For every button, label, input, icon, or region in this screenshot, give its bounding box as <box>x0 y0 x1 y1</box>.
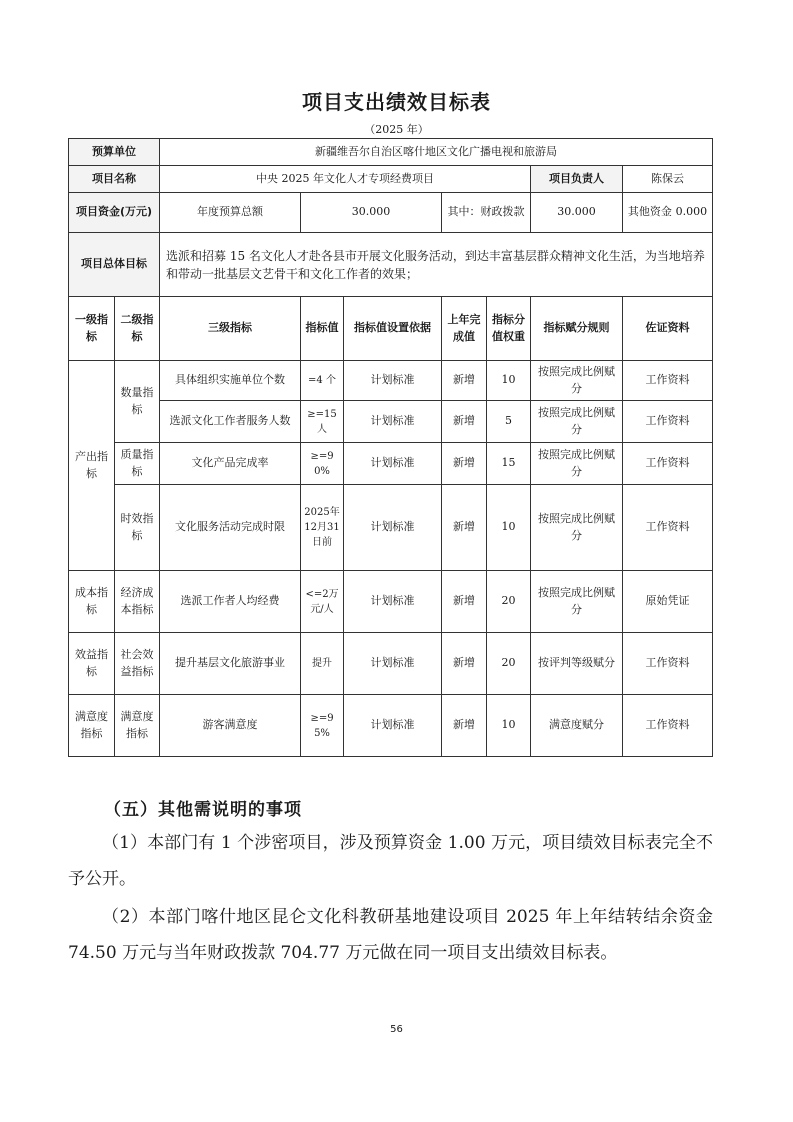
value-cell: ≥=15人 <box>301 401 344 443</box>
level2-quality: 质量指标 <box>115 443 160 485</box>
rule-cell: 按照完成比例赋分 <box>531 485 623 571</box>
table-row <box>69 485 713 571</box>
value-cell: 提升 <box>301 633 344 695</box>
project-name-label: 项目名称 <box>69 166 160 193</box>
weight-cell: 10 <box>487 485 531 571</box>
evidence-cell: 原始凭证 <box>623 571 713 633</box>
level2-satisfaction: 满意度指标 <box>115 695 160 757</box>
level2-quantity: 数量指标 <box>115 361 160 443</box>
weight-cell: 15 <box>487 443 531 485</box>
last-year-cell: 新增 <box>442 571 487 633</box>
col-header-level2: 二级指标 <box>115 297 160 361</box>
weight-cell: 10 <box>487 695 531 757</box>
value-cell: ≥=90% <box>301 443 344 485</box>
rule-cell: 按照完成比例赋分 <box>531 571 623 633</box>
annual-total-label: 年度预算总额 <box>160 193 301 233</box>
evidence-cell: 工作资料 <box>623 401 713 443</box>
indicator-cell: 游客满意度 <box>160 695 301 757</box>
unit-row <box>69 139 713 166</box>
section-heading: （五）其他需说明的事项 <box>104 800 302 820</box>
table-row <box>69 443 713 485</box>
goal-text: 选派和招募 15 名文化人才赴各县市开展文化服务活动，到达丰富基层群众精神文化生活，为当地培养和带动一批基层文艺骨干和文化工作者的效果； <box>160 233 713 297</box>
evidence-cell: 工作资料 <box>623 443 713 485</box>
last-year-cell: 新增 <box>442 633 487 695</box>
basis-cell: 计划标准 <box>344 695 442 757</box>
last-year-cell: 新增 <box>442 443 487 485</box>
last-year-cell: 新增 <box>442 695 487 757</box>
weight-cell: 10 <box>487 361 531 401</box>
other-funds-value: 0.000 <box>675 205 708 219</box>
indicator-cell: 选派工作者人均经费 <box>160 571 301 633</box>
value-cell: =4 个 <box>301 361 344 401</box>
col-header-value: 指标值 <box>301 297 344 361</box>
project-name-value: 中央 2025 年文化人才专项经费项目 <box>160 166 531 193</box>
col-header-rule: 指标赋分规则 <box>531 297 623 361</box>
weight-cell: 20 <box>487 571 531 633</box>
funds-row <box>69 193 713 233</box>
weight-cell: 5 <box>487 401 531 443</box>
indicator-cell: 提升基层文化旅游事业 <box>160 633 301 695</box>
evidence-cell: 工作资料 <box>623 361 713 401</box>
performance-target-table <box>68 138 713 757</box>
evidence-cell: 工作资料 <box>623 695 713 757</box>
basis-cell: 计划标准 <box>344 401 442 443</box>
indicator-cell: 文化服务活动完成时限 <box>160 485 301 571</box>
header-row <box>69 297 713 361</box>
page-number: 56 <box>390 1024 403 1035</box>
col-header-level3: 三级指标 <box>160 297 301 361</box>
value-cell: 2025年12月31日前 <box>301 485 344 571</box>
indicator-cell: 选派文化工作者服务人数 <box>160 401 301 443</box>
funds-label: 项目资金(万元) <box>69 193 160 233</box>
last-year-cell: 新增 <box>442 361 487 401</box>
leader-value: 陈保云 <box>623 166 713 193</box>
level2-economic: 经济成本指标 <box>115 571 160 633</box>
table-row <box>69 571 713 633</box>
level2-timeliness: 时效指标 <box>115 485 160 571</box>
rule-cell: 按照完成比例赋分 <box>531 401 623 443</box>
col-header-weight: 指标分值权重 <box>487 297 531 361</box>
year-note: （2025 年） <box>364 123 429 136</box>
table-row <box>69 633 713 695</box>
unit-label: 预算单位 <box>69 139 160 166</box>
paragraph-2: （2）本部门喀什地区昆仑文化科教研基地建设项目 2025 年上年结转结余资金 74.50 万元与当年财政拨款 704.77 万元做在同一项目支出绩效目标表。 <box>68 907 713 963</box>
level2-social: 社会效益指标 <box>115 633 160 695</box>
rule-cell: 按照完成比例赋分 <box>531 443 623 485</box>
page-title: 项目支出绩效目标表 <box>302 90 491 114</box>
leader-label: 项目负责人 <box>531 166 623 193</box>
col-header-level1: 一级指标 <box>69 297 115 361</box>
col-header-evidence: 佐证资料 <box>623 297 713 361</box>
paragraph-1: （1）本部门有 1 个涉密项目，涉及预算资金 1.00 万元，项目绩效目标表完全不予公开。 <box>68 833 713 889</box>
rule-cell: 满意度赋分 <box>531 695 623 757</box>
value-cell: <=2万元/人 <box>301 571 344 633</box>
table-row <box>69 361 713 401</box>
indicator-cell: 具体组织实施单位个数 <box>160 361 301 401</box>
project-name-row <box>69 166 713 193</box>
rule-cell: 按评判等级赋分 <box>531 633 623 695</box>
evidence-cell: 工作资料 <box>623 633 713 695</box>
level1-cost: 成本指标 <box>69 571 115 633</box>
basis-cell: 计划标准 <box>344 633 442 695</box>
basis-cell: 计划标准 <box>344 443 442 485</box>
goal-label: 项目总体目标 <box>69 233 160 297</box>
basis-cell: 计划标准 <box>344 485 442 571</box>
weight-cell: 20 <box>487 633 531 695</box>
indicator-cell: 文化产品完成率 <box>160 443 301 485</box>
evidence-cell: 工作资料 <box>623 485 713 571</box>
unit-value: 新疆维吾尔自治区喀什地区文化广播电视和旅游局 <box>160 139 713 166</box>
table-row <box>69 401 713 443</box>
last-year-cell: 新增 <box>442 485 487 571</box>
rule-cell: 按照完成比例赋分 <box>531 361 623 401</box>
level1-output: 产出指标 <box>69 361 115 571</box>
fiscal-label: 其中：财政拨款 <box>442 193 531 233</box>
table-row <box>69 695 713 757</box>
other-funds-cell <box>623 193 713 233</box>
other-funds-label: 其他资金 <box>627 205 672 219</box>
annual-total-value: 30.000 <box>301 193 442 233</box>
col-header-basis: 指标值设置依据 <box>344 297 442 361</box>
level1-benefit: 效益指标 <box>69 633 115 695</box>
last-year-cell: 新增 <box>442 401 487 443</box>
basis-cell: 计划标准 <box>344 361 442 401</box>
basis-cell: 计划标准 <box>344 571 442 633</box>
level1-satisfaction: 满意度指标 <box>69 695 115 757</box>
goal-row <box>69 233 713 297</box>
col-header-last-year: 上年完成值 <box>442 297 487 361</box>
value-cell: ≥=95% <box>301 695 344 757</box>
fiscal-value: 30.000 <box>531 193 623 233</box>
